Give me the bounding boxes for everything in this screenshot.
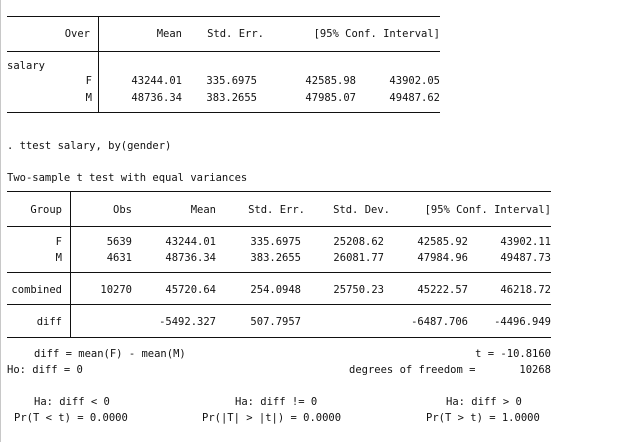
ha-two-sided-label: Ha: diff != 0	[235, 396, 318, 408]
ttest-groups-rule	[7, 272, 551, 273]
ci-header-std-err: Std. Err.	[207, 28, 264, 40]
ttest-row-mean: 43244.01	[165, 236, 216, 248]
ttest-row-std-err: 335.6975	[250, 236, 301, 248]
ttest-row-group: diff	[36, 316, 62, 328]
ttest-row-mean: 48736.34	[165, 252, 216, 264]
ci-header-over: Over	[64, 28, 90, 40]
ttest-header-group: Group	[30, 204, 62, 216]
ci-row-mean: 48736.34	[131, 92, 182, 104]
ttest-row-ci-high: 43902.11	[500, 236, 551, 248]
ttest-combined-rule	[7, 304, 551, 305]
ci-table-header-separator	[98, 16, 99, 52]
ttest-row-ci-low: 47984.96	[417, 252, 468, 264]
ci-row-std-err: 335.6975	[206, 75, 257, 87]
null-hypothesis: Ho: diff = 0	[7, 364, 83, 376]
ttest-table-header-rule	[7, 226, 551, 227]
ttest-row-obs: 5639	[106, 236, 132, 248]
ci-row-std-err: 383.2655	[206, 92, 257, 104]
ha-left-label: Ha: diff < 0	[34, 396, 110, 408]
ha-right-label: Ha: diff > 0	[446, 396, 522, 408]
window-left-edge	[0, 0, 1, 442]
ci-table-top-rule	[7, 16, 440, 17]
ha-left-pvalue: Pr(T < t) = 0.0000	[14, 412, 128, 424]
ttest-row-mean: 45720.64	[165, 284, 216, 296]
ttest-table-bottom-rule	[7, 337, 551, 338]
ttest-header-std-err: Std. Err.	[248, 204, 305, 216]
ttest-row-group: F	[55, 236, 62, 248]
ci-row-mean: 43244.01	[131, 75, 182, 87]
ttest-row-ci-low: 45222.57	[417, 284, 468, 296]
ttest-row-obs: 4631	[106, 252, 132, 264]
degrees-of-freedom-label: degrees of freedom =	[349, 364, 476, 376]
ci-header-interval: [95% Conf. Interval]	[313, 28, 440, 40]
ci-row-label: M	[85, 92, 92, 104]
ci-row-label: F	[85, 75, 92, 87]
ttest-row-group: M	[55, 252, 62, 264]
ttest-title: Two-sample t test with equal variances	[7, 172, 248, 184]
ttest-table-top-rule	[7, 191, 551, 192]
ttest-row-std-dev: 26081.77	[333, 252, 384, 264]
ci-row-ci-low: 47985.07	[305, 92, 356, 104]
ttest-header-std-dev: Std. Dev.	[333, 204, 390, 216]
ci-row-ci-low: 42585.98	[305, 75, 356, 87]
ttest-row-std-err: 383.2655	[250, 252, 301, 264]
ci-group-label: salary	[7, 60, 45, 72]
ha-two-sided-pvalue: Pr(|T| > |t|) = 0.0000	[202, 412, 342, 424]
ttest-row-mean: -5492.327	[159, 316, 216, 328]
ci-table-header-rule	[7, 51, 440, 52]
ttest-row-ci-low: 42585.92	[417, 236, 468, 248]
ttest-row-std-dev: 25750.23	[333, 284, 384, 296]
ci-row-ci-high: 43902.05	[389, 75, 440, 87]
ttest-row-ci-low: -6487.706	[411, 316, 468, 328]
ttest-header-obs: Obs	[113, 204, 132, 216]
ci-table-bottom-rule	[7, 112, 440, 113]
ttest-row-group: combined	[11, 284, 62, 296]
degrees-of-freedom-value: 10268	[519, 364, 551, 376]
ttest-header-interval: [95% Conf. Interval]	[424, 204, 551, 216]
t-statistic: t = -10.8160	[475, 348, 551, 360]
ci-table-body-separator	[98, 52, 99, 113]
ci-header-mean: Mean	[156, 28, 182, 40]
ttest-row-std-err: 254.0948	[250, 284, 301, 296]
diff-definition: diff = mean(F) - mean(M)	[34, 348, 186, 360]
ttest-row-ci-high: 49487.73	[500, 252, 551, 264]
ttest-row-ci-high: 46218.72	[500, 284, 551, 296]
ha-right-pvalue: Pr(T > t) = 1.0000	[426, 412, 540, 424]
ttest-table-separator	[70, 191, 71, 338]
command-line: . ttest salary, by(gender)	[7, 140, 172, 152]
ttest-row-std-dev: 25208.62	[333, 236, 384, 248]
ttest-row-std-err: 507.7957	[250, 316, 301, 328]
ttest-row-ci-high: -4496.949	[494, 316, 551, 328]
ttest-header-mean: Mean	[190, 204, 216, 216]
ci-row-ci-high: 49487.62	[389, 92, 440, 104]
ttest-row-obs: 10270	[100, 284, 132, 296]
